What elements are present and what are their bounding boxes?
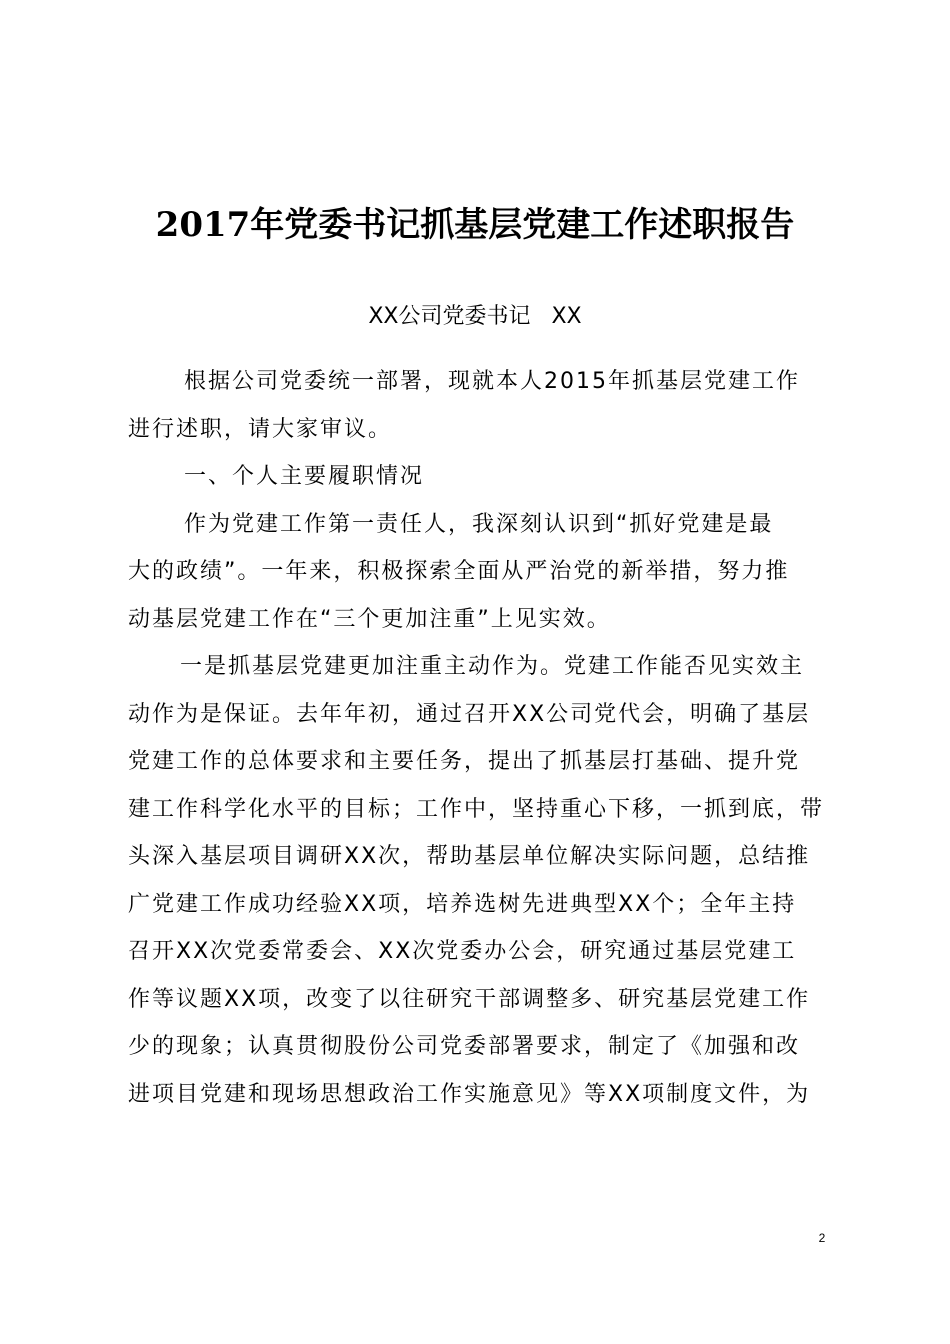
paragraph-line: 头深入基层项目调研XX次，帮助基层单位解决实际问题，总结推 bbox=[128, 844, 811, 869]
document-title: 2017年党委书记抓基层党建工作述职报告 bbox=[155, 205, 795, 245]
paragraph-line: 少的现象；认真贯彻股份公司党委部署要求，制定了《加强和改 bbox=[128, 1034, 801, 1059]
paragraph-line: 根据公司党委统一部署，现就本人2015年抓基层党建工作 bbox=[184, 369, 800, 394]
paragraph-line: 党建工作的总体要求和主要任务，提出了抓基层打基础、提升党 bbox=[128, 749, 801, 774]
paragraph-line: 作等议题XX项，改变了以往研究干部调整多、研究基层党建工作 bbox=[128, 986, 811, 1012]
page-number: 2 bbox=[818, 1231, 826, 1245]
paragraph-line: 一是抓基层党建更加注重主动作为。党建工作能否见实效主 bbox=[180, 654, 805, 679]
paragraph-line: 广党建工作成功经验XX项，培养选树先进典型XX个；全年主持 bbox=[128, 891, 797, 917]
paragraph-line: 召开XX次党委常委会、XX次党委办公会，研究通过基层党建工 bbox=[128, 939, 797, 964]
paragraph-line: 建工作科学化水平的目标；工作中，坚持重心下移，一抓到底，带 bbox=[128, 796, 825, 822]
paragraph-line: 动作为是保证。去年年初，通过召开XX公司党代会，明确了基层 bbox=[128, 701, 811, 727]
paragraph-line: 大的政绩”。一年来，积极探索全面从严治党的新举措，努力推 bbox=[128, 559, 790, 584]
paragraph-line: 作为党建工作第一责任人，我深刻认识到“抓好党建是最 bbox=[184, 511, 774, 537]
paragraph-line: 进行述职，请大家审议。 bbox=[128, 416, 393, 442]
section-heading: 一、个人主要履职情况 bbox=[184, 464, 425, 489]
paragraph-line: 进项目党建和现场思想政治工作实施意见》等XX项制度文件，为 bbox=[128, 1081, 811, 1107]
document-body bbox=[128, 358, 828, 1118]
document-byline: XX公司党委书记 XX bbox=[368, 304, 582, 329]
paragraph-line: 动基层党建工作在“三个更加注重”上见实效。 bbox=[128, 606, 611, 632]
